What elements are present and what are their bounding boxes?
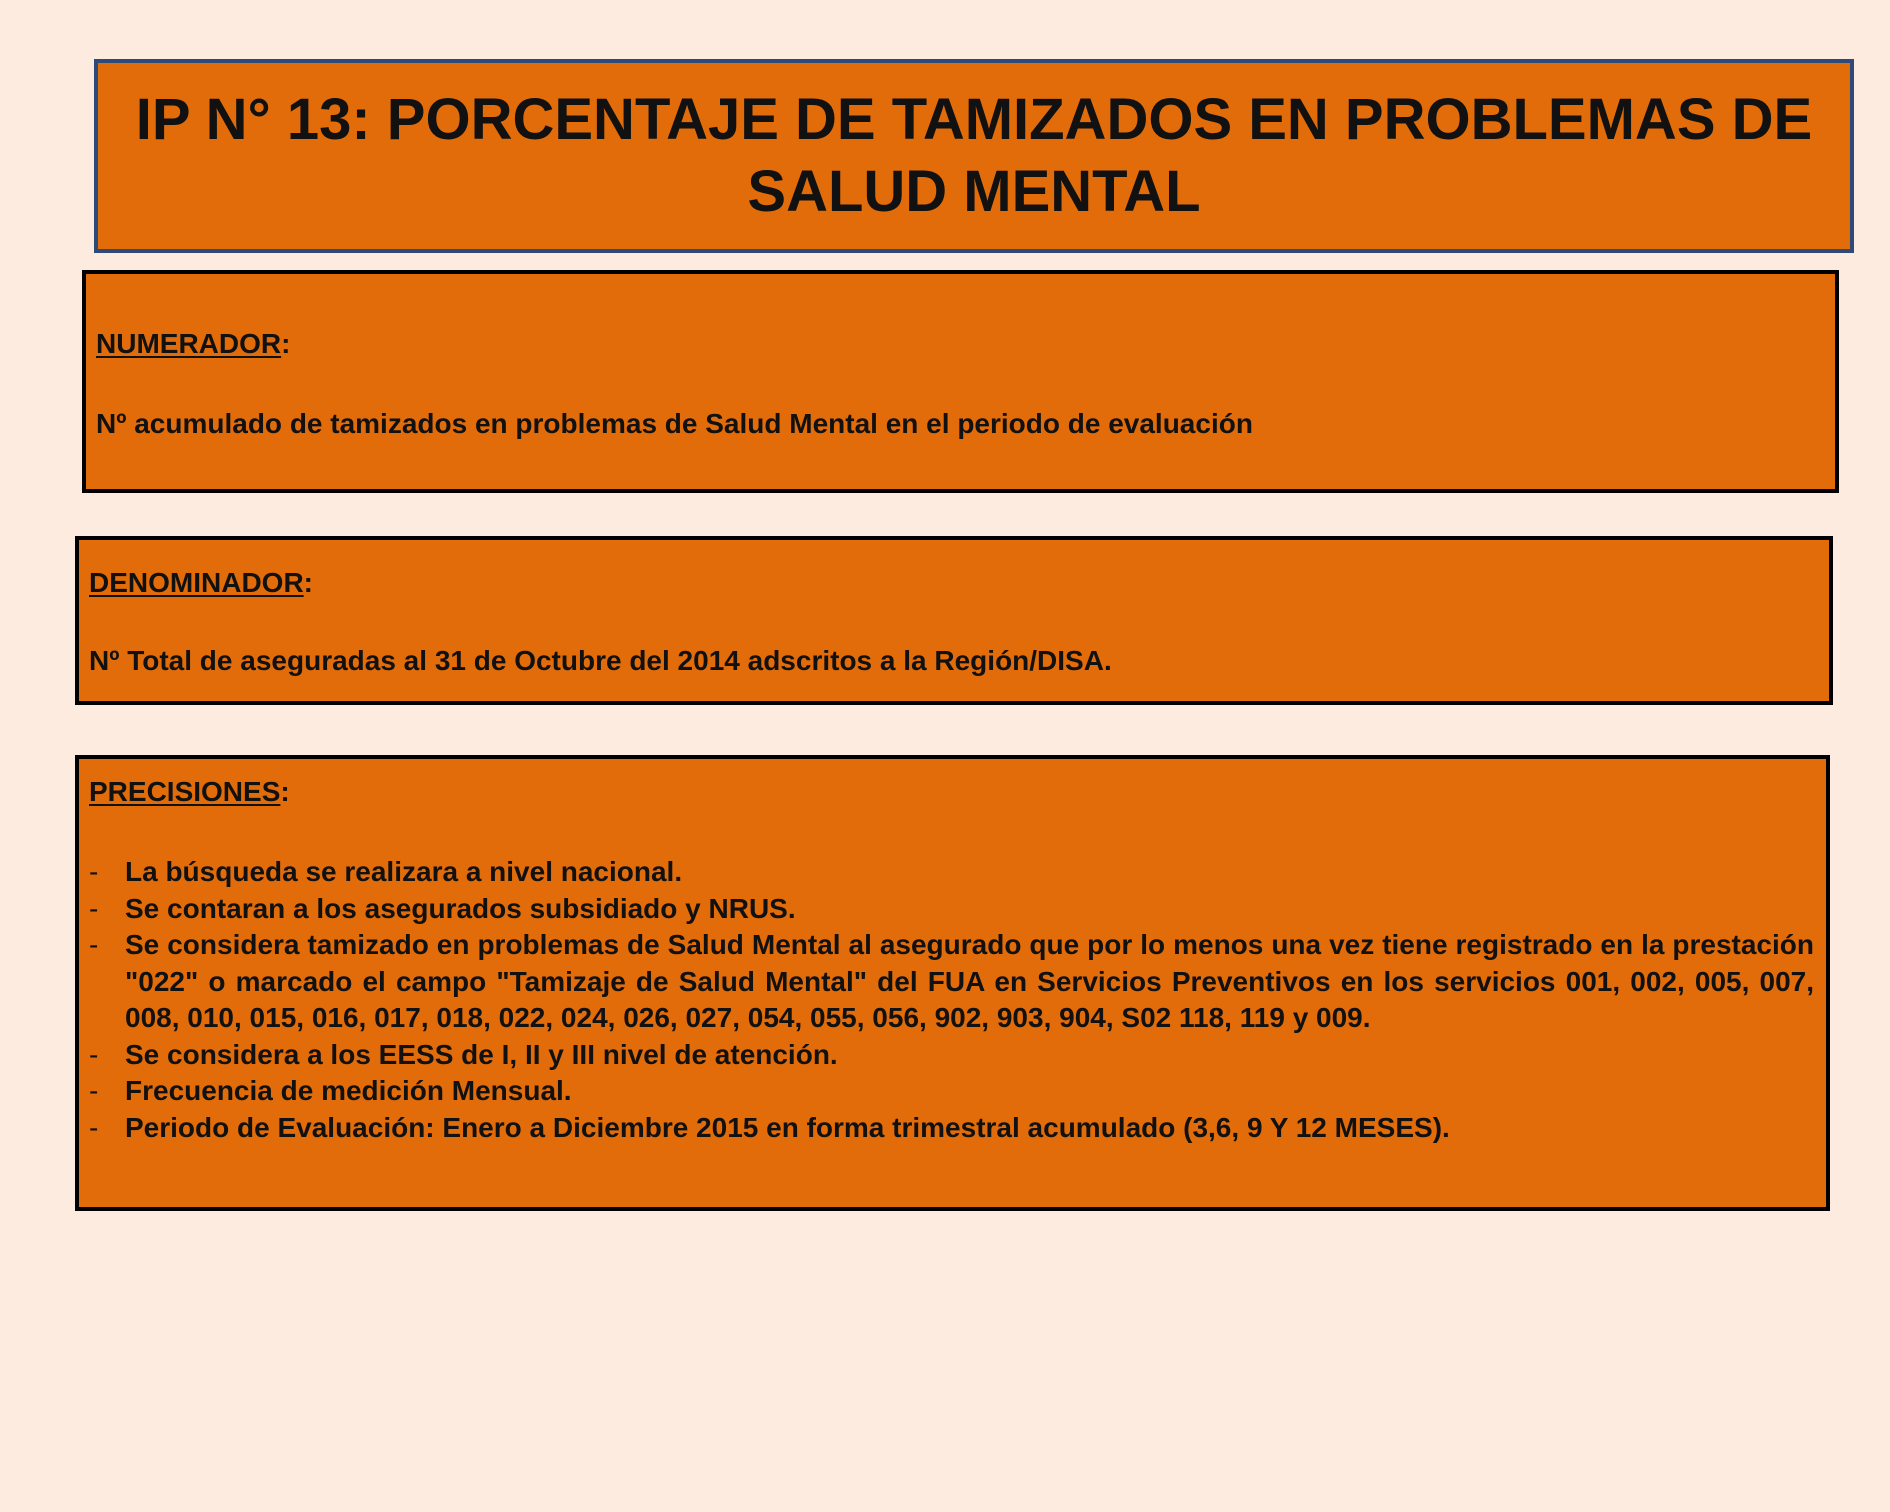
- precisiones-heading-label: PRECISIONES: [89, 776, 281, 807]
- bullet-dash: -: [89, 1111, 99, 1143]
- bullet-dash: -: [89, 1075, 99, 1106]
- numerador-heading-label: NUMERADOR: [96, 328, 282, 359]
- title-box: [94, 59, 1854, 253]
- list-item-text: Se considera a los EESS de I, II y III nivel de atención.: [125, 1038, 838, 1070]
- precisiones-heading: [89, 776, 290, 808]
- list-item-text: La búsqueda se realizara a nivel nacional.: [125, 856, 683, 887]
- list-item: [89, 854, 1814, 891]
- list-item-text: Periodo de Evaluación: Enero a Diciembre 2015 en forma trimestral acumulado (3,6, 9 Y 12 MESES).: [125, 1111, 1450, 1143]
- denominador-text: Nº Total de aseguradas al 31 de Octubre del 2014 adscritos a la Región/DISA.: [89, 645, 1112, 676]
- bullet-dash: -: [89, 929, 99, 960]
- list-item: [89, 1037, 1814, 1074]
- numerador-box: [82, 270, 1839, 493]
- list-item: [89, 927, 1814, 1037]
- precisiones-heading-colon: :: [280, 776, 290, 807]
- list-item-text: Se considera tamizado en problemas de Salud Mental al asegurado que por lo menos una vez tiene registrado en la prestación "022" o marcado el campo "Tamizaje de Salud Mental" del FUA en Servicios Preventivos en los servicios 001, 002, 005, 007, 008, 010, 015, 016, 017, 018, 022, 024, 026, 027, 054, 055, 056, 902, 903, 904, S02 118, 119 y 009.: [125, 929, 1814, 1033]
- denominador-heading-colon: :: [303, 567, 313, 598]
- bullet-dash: -: [89, 856, 99, 887]
- list-item: [89, 891, 1814, 928]
- bullet-dash: -: [89, 892, 99, 924]
- list-item-text: Se contaran a los asegurados subsidiado y NRUS.: [125, 892, 796, 924]
- list-item-text: Frecuencia de medición Mensual.: [125, 1075, 572, 1106]
- denominador-heading-label: DENOMINADOR: [89, 567, 304, 598]
- list-item: [89, 1110, 1814, 1147]
- list-item: [89, 1073, 1814, 1110]
- precisiones-box: [75, 755, 1830, 1211]
- bullet-dash: -: [89, 1038, 99, 1070]
- page-title: IP N° 13: PORCENTAJE DE TAMIZADOS EN PROBLEMAS DE SALUD MENTAL: [135, 87, 1813, 224]
- numerador-heading: [96, 328, 290, 360]
- numerador-heading-colon: :: [281, 328, 291, 359]
- precisiones-list: [89, 854, 1814, 1146]
- denominador-heading: [89, 567, 313, 599]
- numerador-text: Nº acumulado de tamizados en problemas de Salud Mental en el periodo de evaluación: [96, 408, 1253, 439]
- denominador-box: [75, 536, 1833, 705]
